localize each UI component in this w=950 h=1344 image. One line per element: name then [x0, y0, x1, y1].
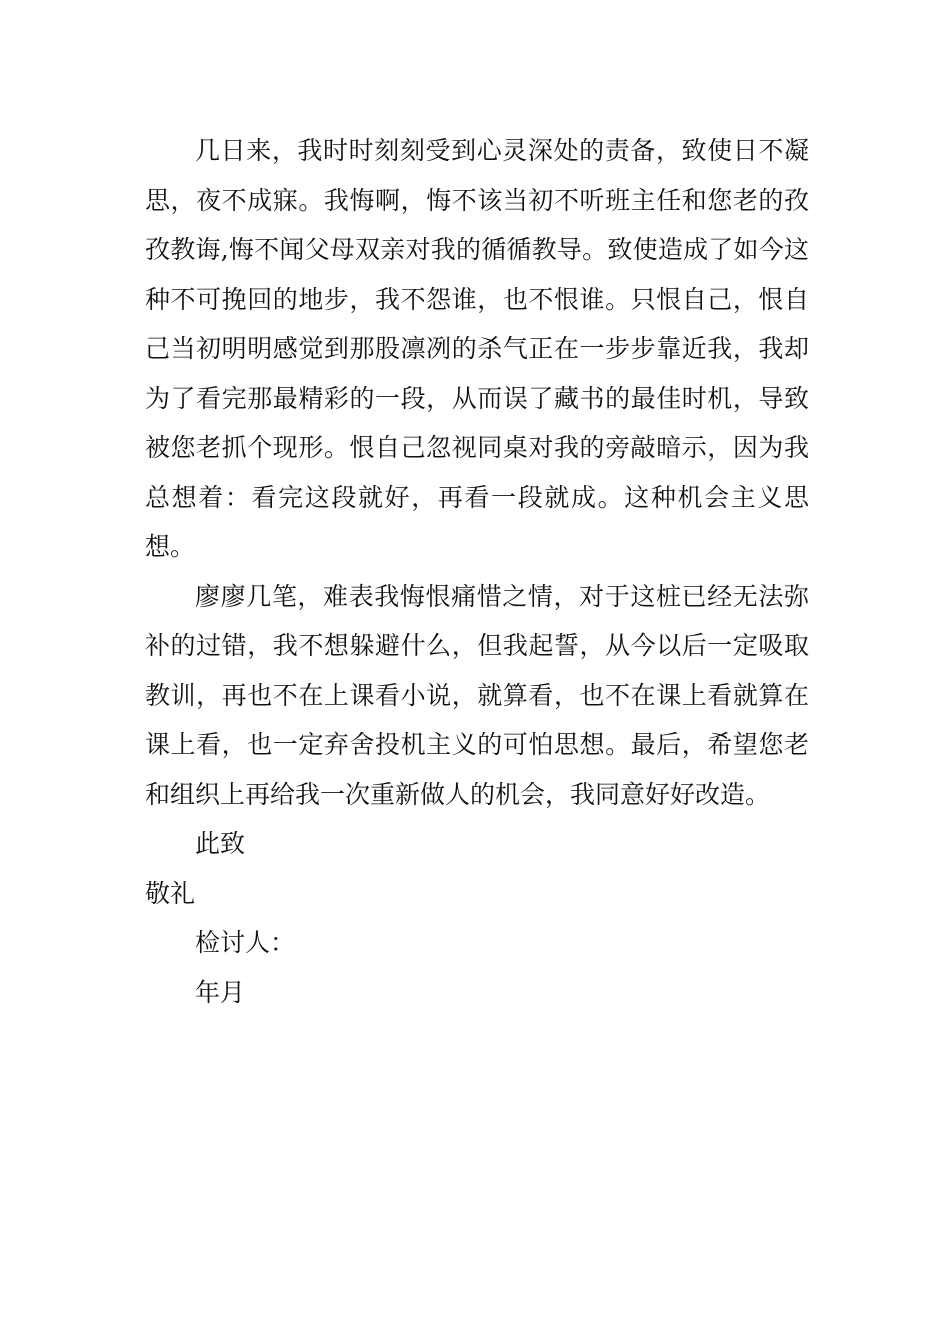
document-body: [145, 126, 809, 1017]
signature-label: 检讨人：: [195, 928, 296, 957]
salutation-text: 敬礼: [145, 878, 196, 908]
closing-text: 此致: [195, 829, 246, 858]
paragraph-2: 廖廖几笔，难表我悔恨痛惜之情，对于这桩已经无法弥补的过错，我不想躲避什么，但我起誓，从今以后一定吸取教训，再也不在上课看小说，就算看，也不在课上看就算在课上看，也一定弃舍投机主义的可怕思想。最后，希望您老和组织上再给我一次重新做人的机会，我同意好好改造。: [145, 581, 809, 809]
paragraph-1: 几日来，我时时刻刻受到心灵深处的责备，致使日不凝思，夜不成寐。我悔啊，悔不该当初不听班主任和您老的孜孜教诲,悔不闻父母双亲对我的循循教导。致使造成了如今这种不可挽回的地步，我不怨谁，也不恨谁。只恨自己，恨自己当初明明感觉到那股凛冽的杀气正在一步步靠近我，我却为了看完那最精彩的一段，从而误了藏书的最佳时机，导致被您老抓个现形。恨自己忽视同桌对我的旁敲暗示，因为我总想着：看完这段就好，再看一段就成。这种机会主义思想。: [145, 136, 809, 561]
date-label: 年月: [195, 977, 246, 1007]
